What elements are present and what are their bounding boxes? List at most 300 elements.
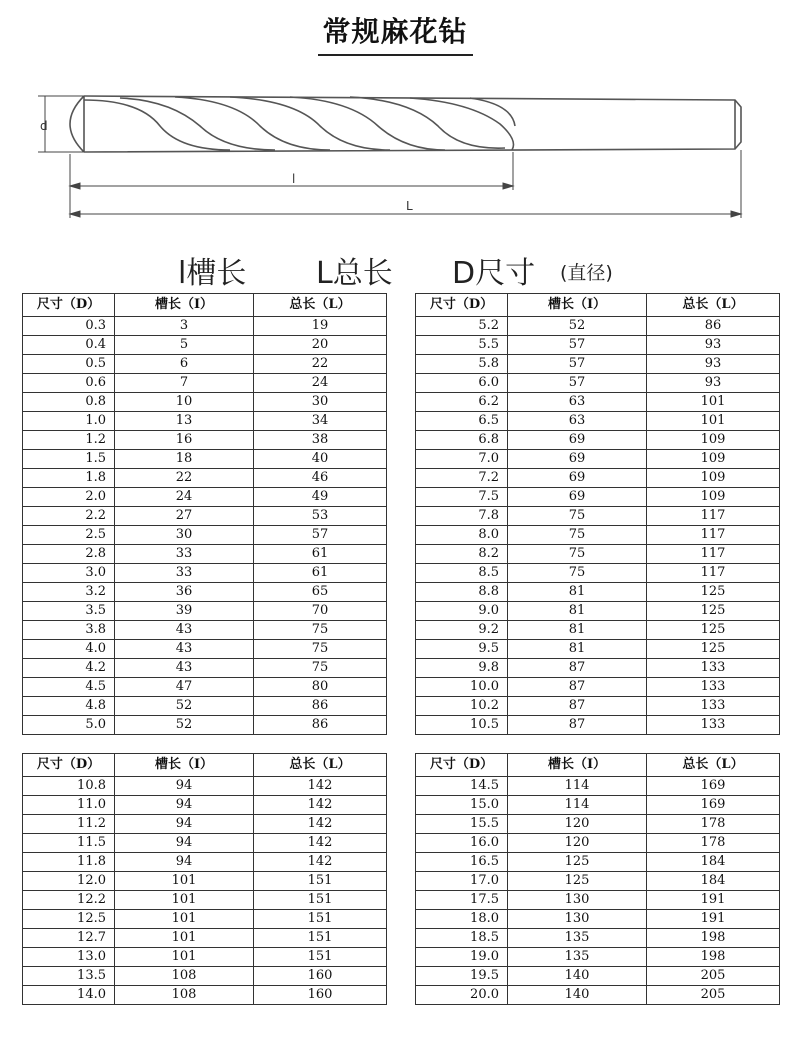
cell-size: 8.8	[416, 583, 508, 602]
cell-flute-length: 94	[115, 834, 254, 853]
table-row	[23, 678, 387, 697]
cell-total-length: 75	[254, 659, 387, 678]
cell-size: 6.2	[416, 393, 508, 412]
cell-size: 7.8	[416, 507, 508, 526]
header-total-length: 总长（L）	[647, 294, 780, 317]
cell-total-length: 117	[647, 564, 780, 583]
cell-total-length: 133	[647, 716, 780, 735]
legend-total-length: L总长	[316, 256, 393, 291]
table-row	[23, 967, 387, 986]
cell-total-length: 101	[647, 393, 780, 412]
table-row	[416, 716, 780, 735]
cell-size: 2.0	[23, 488, 115, 507]
table-row	[416, 853, 780, 872]
cell-size: 18.5	[416, 929, 508, 948]
cell-total-length: 160	[254, 986, 387, 1005]
table-row	[416, 891, 780, 910]
cell-size: 0.3	[23, 317, 115, 336]
cell-total-length: 86	[254, 716, 387, 735]
cell-size: 3.8	[23, 621, 115, 640]
cell-size: 7.2	[416, 469, 508, 488]
cell-total-length: 184	[647, 853, 780, 872]
legend-size-note: (直径)	[560, 262, 613, 284]
cell-total-length: 38	[254, 431, 387, 450]
cell-flute-length: 114	[508, 796, 647, 815]
header-size: 尺寸（D）	[416, 754, 508, 777]
cell-total-length: 142	[254, 796, 387, 815]
dimension-l-label: l	[292, 172, 296, 186]
cell-flute-length: 75	[508, 564, 647, 583]
table-row	[416, 583, 780, 602]
header-flute-length: 槽长（I）	[508, 754, 647, 777]
table-row	[23, 697, 387, 716]
cell-size: 10.5	[416, 716, 508, 735]
header-total-length: 总长（L）	[254, 754, 387, 777]
table-row	[23, 716, 387, 735]
cell-size: 9.5	[416, 640, 508, 659]
table-row	[23, 317, 387, 336]
cell-flute-length: 101	[115, 948, 254, 967]
cell-total-length: 133	[647, 659, 780, 678]
cell-size: 0.6	[23, 374, 115, 393]
cell-size: 4.0	[23, 640, 115, 659]
cell-total-length: 151	[254, 872, 387, 891]
table-row	[23, 450, 387, 469]
table-row	[416, 815, 780, 834]
cell-total-length: 86	[254, 697, 387, 716]
cell-total-length: 109	[647, 469, 780, 488]
cell-flute-length: 3	[115, 317, 254, 336]
cell-flute-length: 5	[115, 336, 254, 355]
cell-size: 14.5	[416, 777, 508, 796]
cell-flute-length: 120	[508, 834, 647, 853]
cell-total-length: 142	[254, 815, 387, 834]
table-row	[23, 374, 387, 393]
cell-total-length: 117	[647, 507, 780, 526]
cell-size: 19.5	[416, 967, 508, 986]
cell-total-length: 151	[254, 910, 387, 929]
cell-flute-length: 114	[508, 777, 647, 796]
cell-size: 0.8	[23, 393, 115, 412]
page-title: 常规麻花钻	[322, 15, 468, 48]
cell-total-length: 86	[647, 317, 780, 336]
cell-total-length: 93	[647, 355, 780, 374]
cell-total-length: 61	[254, 545, 387, 564]
cell-flute-length: 43	[115, 640, 254, 659]
cell-flute-length: 87	[508, 659, 647, 678]
cell-size: 5.2	[416, 317, 508, 336]
cell-flute-length: 43	[115, 621, 254, 640]
cell-flute-length: 135	[508, 948, 647, 967]
cell-size: 9.0	[416, 602, 508, 621]
cell-total-length: 49	[254, 488, 387, 507]
table-row	[23, 853, 387, 872]
cell-total-length: 101	[647, 412, 780, 431]
cell-total-length: 65	[254, 583, 387, 602]
cell-flute-length: 75	[508, 526, 647, 545]
cell-flute-length: 125	[508, 853, 647, 872]
cell-flute-length: 140	[508, 986, 647, 1005]
cell-total-length: 34	[254, 412, 387, 431]
cell-flute-length: 87	[508, 697, 647, 716]
cell-size: 8.5	[416, 564, 508, 583]
cell-flute-length: 16	[115, 431, 254, 450]
legend-size: D尺寸	[452, 256, 536, 291]
table-row	[416, 872, 780, 891]
header-size: 尺寸（D）	[23, 294, 115, 317]
cell-flute-length: 75	[508, 507, 647, 526]
drill-diagram	[0, 70, 790, 240]
table-row	[23, 872, 387, 891]
table-row	[416, 948, 780, 967]
cell-flute-length: 69	[508, 450, 647, 469]
cell-flute-length: 69	[508, 469, 647, 488]
table-header-row	[23, 294, 387, 317]
cell-size: 8.0	[416, 526, 508, 545]
table-row	[23, 526, 387, 545]
cell-flute-length: 22	[115, 469, 254, 488]
cell-size: 4.5	[23, 678, 115, 697]
cell-flute-length: 130	[508, 891, 647, 910]
cell-flute-length: 33	[115, 564, 254, 583]
cell-size: 7.5	[416, 488, 508, 507]
cell-flute-length: 108	[115, 986, 254, 1005]
cell-total-length: 191	[647, 910, 780, 929]
table-row	[416, 929, 780, 948]
table-row	[23, 336, 387, 355]
cell-size: 6.5	[416, 412, 508, 431]
cell-flute-length: 52	[115, 716, 254, 735]
cell-flute-length: 36	[115, 583, 254, 602]
cell-size: 17.5	[416, 891, 508, 910]
table-row	[416, 602, 780, 621]
table-row	[416, 431, 780, 450]
table-row	[23, 602, 387, 621]
cell-size: 12.7	[23, 929, 115, 948]
cell-flute-length: 120	[508, 815, 647, 834]
cell-size: 5.5	[416, 336, 508, 355]
cell-total-length: 93	[647, 336, 780, 355]
table-row	[23, 488, 387, 507]
cell-size: 0.5	[23, 355, 115, 374]
cell-flute-length: 6	[115, 355, 254, 374]
table-row	[416, 469, 780, 488]
cell-total-length: 19	[254, 317, 387, 336]
cell-flute-length: 94	[115, 777, 254, 796]
table-row	[416, 621, 780, 640]
cell-total-length: 70	[254, 602, 387, 621]
cell-total-length: 142	[254, 777, 387, 796]
table-row	[23, 469, 387, 488]
cell-size: 2.2	[23, 507, 115, 526]
cell-total-length: 125	[647, 583, 780, 602]
cell-size: 10.0	[416, 678, 508, 697]
cell-total-length: 184	[647, 872, 780, 891]
cell-flute-length: 57	[508, 374, 647, 393]
cell-flute-length: 94	[115, 853, 254, 872]
table-row	[416, 834, 780, 853]
table-row	[416, 678, 780, 697]
table-row	[23, 929, 387, 948]
cell-size: 11.5	[23, 834, 115, 853]
cell-total-length: 53	[254, 507, 387, 526]
table-row	[416, 374, 780, 393]
cell-size: 9.2	[416, 621, 508, 640]
cell-size: 3.5	[23, 602, 115, 621]
cell-size: 2.5	[23, 526, 115, 545]
cell-flute-length: 94	[115, 796, 254, 815]
cell-total-length: 24	[254, 374, 387, 393]
table-row	[416, 659, 780, 678]
cell-total-length: 46	[254, 469, 387, 488]
cell-size: 14.0	[23, 986, 115, 1005]
cell-size: 0.4	[23, 336, 115, 355]
cell-total-length: 169	[647, 777, 780, 796]
cell-total-length: 109	[647, 450, 780, 469]
cell-total-length: 117	[647, 526, 780, 545]
cell-total-length: 125	[647, 621, 780, 640]
spec-table-2	[415, 293, 780, 735]
cell-size: 5.8	[416, 355, 508, 374]
cell-flute-length: 101	[115, 872, 254, 891]
cell-total-length: 75	[254, 621, 387, 640]
cell-total-length: 75	[254, 640, 387, 659]
table-row	[416, 910, 780, 929]
table-row	[416, 697, 780, 716]
table-row	[416, 564, 780, 583]
table-row	[23, 507, 387, 526]
table-row	[23, 815, 387, 834]
cell-flute-length: 87	[508, 716, 647, 735]
header-flute-length: 槽长（I）	[115, 294, 254, 317]
cell-size: 18.0	[416, 910, 508, 929]
cell-flute-length: 57	[508, 336, 647, 355]
table-row	[23, 545, 387, 564]
table-row	[23, 910, 387, 929]
cell-total-length: 178	[647, 815, 780, 834]
table-row	[23, 583, 387, 602]
cell-total-length: 109	[647, 431, 780, 450]
table-row	[416, 317, 780, 336]
cell-size: 1.5	[23, 450, 115, 469]
cell-total-length: 125	[647, 602, 780, 621]
table-row	[416, 450, 780, 469]
cell-flute-length: 87	[508, 678, 647, 697]
cell-flute-length: 57	[508, 355, 647, 374]
cell-total-length: 151	[254, 929, 387, 948]
cell-total-length: 20	[254, 336, 387, 355]
table-row	[23, 640, 387, 659]
cell-total-length: 22	[254, 355, 387, 374]
cell-size: 6.8	[416, 431, 508, 450]
cell-size: 11.0	[23, 796, 115, 815]
cell-size: 5.0	[23, 716, 115, 735]
cell-flute-length: 108	[115, 967, 254, 986]
cell-total-length: 61	[254, 564, 387, 583]
cell-total-length: 151	[254, 948, 387, 967]
cell-flute-length: 33	[115, 545, 254, 564]
cell-total-length: 125	[647, 640, 780, 659]
cell-size: 10.8	[23, 777, 115, 796]
table-row	[416, 545, 780, 564]
cell-flute-length: 39	[115, 602, 254, 621]
cell-size: 20.0	[416, 986, 508, 1005]
cell-size: 1.8	[23, 469, 115, 488]
table-header-row	[416, 754, 780, 777]
cell-flute-length: 63	[508, 393, 647, 412]
header-total-length: 总长（L）	[647, 754, 780, 777]
cell-flute-length: 125	[508, 872, 647, 891]
cell-total-length: 178	[647, 834, 780, 853]
cell-size: 11.2	[23, 815, 115, 834]
cell-size: 12.2	[23, 891, 115, 910]
cell-size: 1.0	[23, 412, 115, 431]
cell-flute-length: 130	[508, 910, 647, 929]
cell-flute-length: 101	[115, 910, 254, 929]
cell-flute-length: 30	[115, 526, 254, 545]
header-size: 尺寸（D）	[23, 754, 115, 777]
cell-total-length: 30	[254, 393, 387, 412]
cell-total-length: 142	[254, 853, 387, 872]
dimension-L-label: L	[406, 199, 413, 213]
cell-flute-length: 43	[115, 659, 254, 678]
spec-table-1	[22, 293, 387, 735]
cell-total-length: 117	[647, 545, 780, 564]
table-header-row	[416, 294, 780, 317]
cell-total-length: 198	[647, 929, 780, 948]
cell-total-length: 80	[254, 678, 387, 697]
cell-total-length: 142	[254, 834, 387, 853]
header-total-length: 总长（L）	[254, 294, 387, 317]
header-size: 尺寸（D）	[416, 294, 508, 317]
cell-size: 11.8	[23, 853, 115, 872]
cell-total-length: 109	[647, 488, 780, 507]
table-row	[23, 796, 387, 815]
cell-flute-length: 47	[115, 678, 254, 697]
table-row	[23, 777, 387, 796]
cell-size: 10.2	[416, 697, 508, 716]
cell-size: 8.2	[416, 545, 508, 564]
cell-flute-length: 140	[508, 967, 647, 986]
cell-total-length: 160	[254, 967, 387, 986]
cell-size: 2.8	[23, 545, 115, 564]
table-row	[23, 834, 387, 853]
cell-flute-length: 81	[508, 640, 647, 659]
cell-flute-length: 81	[508, 621, 647, 640]
cell-total-length: 133	[647, 678, 780, 697]
cell-flute-length: 94	[115, 815, 254, 834]
header-flute-length: 槽长（I）	[508, 294, 647, 317]
cell-flute-length: 101	[115, 891, 254, 910]
cell-flute-length: 7	[115, 374, 254, 393]
table-row	[23, 891, 387, 910]
cell-flute-length: 69	[508, 488, 647, 507]
cell-size: 12.0	[23, 872, 115, 891]
cell-total-length: 93	[647, 374, 780, 393]
cell-total-length: 198	[647, 948, 780, 967]
cell-size: 9.8	[416, 659, 508, 678]
table-row	[416, 488, 780, 507]
cell-flute-length: 27	[115, 507, 254, 526]
table-row	[416, 355, 780, 374]
cell-size: 13.0	[23, 948, 115, 967]
cell-flute-length: 13	[115, 412, 254, 431]
cell-size: 16.5	[416, 853, 508, 872]
table-row	[416, 640, 780, 659]
cell-size: 6.0	[416, 374, 508, 393]
cell-total-length: 205	[647, 967, 780, 986]
cell-flute-length: 81	[508, 602, 647, 621]
cell-size: 13.5	[23, 967, 115, 986]
table-row	[416, 796, 780, 815]
dimension-d-label: d	[40, 119, 48, 133]
table-row	[23, 621, 387, 640]
cell-flute-length: 10	[115, 393, 254, 412]
cell-flute-length: 24	[115, 488, 254, 507]
cell-flute-length: 101	[115, 929, 254, 948]
table-header-row	[23, 754, 387, 777]
table-row	[416, 507, 780, 526]
legend-flute-length: l槽长	[178, 256, 247, 291]
cell-total-length: 57	[254, 526, 387, 545]
table-row	[416, 967, 780, 986]
cell-size: 12.5	[23, 910, 115, 929]
table-row	[23, 564, 387, 583]
table-row	[416, 986, 780, 1005]
table-row	[23, 659, 387, 678]
cell-flute-length: 69	[508, 431, 647, 450]
cell-flute-length: 81	[508, 583, 647, 602]
cell-flute-length: 52	[508, 317, 647, 336]
cell-flute-length: 135	[508, 929, 647, 948]
cell-size: 16.0	[416, 834, 508, 853]
cell-size: 15.5	[416, 815, 508, 834]
cell-size: 3.0	[23, 564, 115, 583]
cell-total-length: 191	[647, 891, 780, 910]
cell-total-length: 205	[647, 986, 780, 1005]
table-row	[416, 526, 780, 545]
table-row	[23, 431, 387, 450]
cell-flute-length: 18	[115, 450, 254, 469]
spec-table-4	[415, 753, 780, 1005]
cell-size: 19.0	[416, 948, 508, 967]
cell-total-length: 151	[254, 891, 387, 910]
cell-size: 4.8	[23, 697, 115, 716]
cell-size: 4.2	[23, 659, 115, 678]
cell-total-length: 40	[254, 450, 387, 469]
table-row	[23, 355, 387, 374]
table-row	[416, 393, 780, 412]
cell-size: 1.2	[23, 431, 115, 450]
cell-flute-length: 63	[508, 412, 647, 431]
cell-size: 3.2	[23, 583, 115, 602]
table-row	[416, 777, 780, 796]
table-row	[23, 986, 387, 1005]
title-underline	[318, 54, 473, 56]
cell-flute-length: 52	[115, 697, 254, 716]
cell-flute-length: 75	[508, 545, 647, 564]
table-row	[416, 412, 780, 431]
table-row	[23, 412, 387, 431]
cell-size: 17.0	[416, 872, 508, 891]
cell-total-length: 169	[647, 796, 780, 815]
cell-size: 15.0	[416, 796, 508, 815]
legend	[0, 248, 790, 291]
table-row	[416, 336, 780, 355]
cell-size: 7.0	[416, 450, 508, 469]
table-row	[23, 393, 387, 412]
cell-total-length: 133	[647, 697, 780, 716]
